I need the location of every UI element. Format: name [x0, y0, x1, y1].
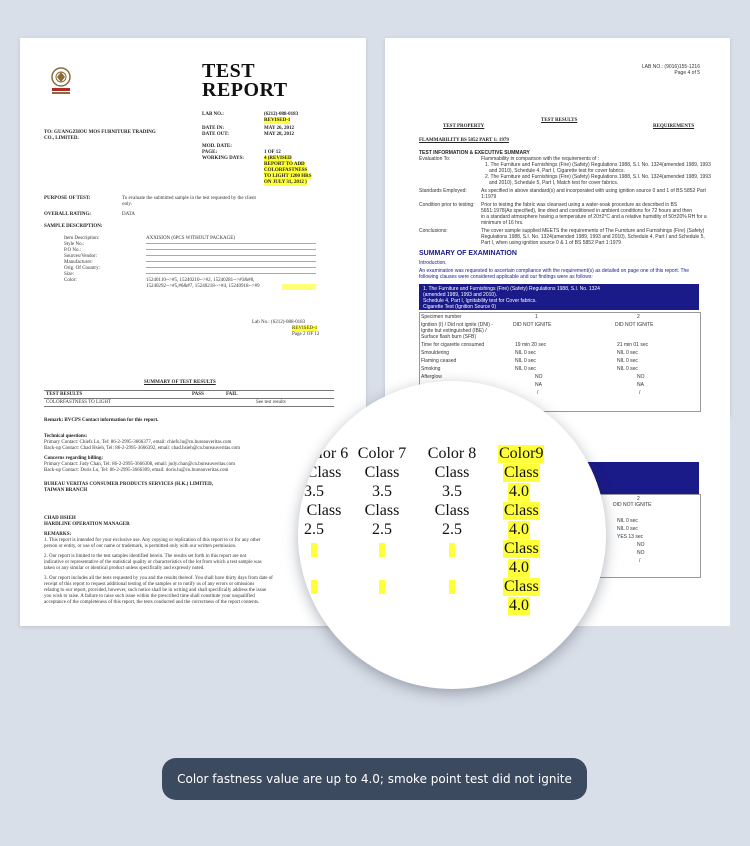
color-8-class: Class	[434, 464, 470, 481]
col-test-results: TEST RESULTS	[541, 118, 578, 123]
color-9-value-2: 4.0	[509, 521, 529, 538]
condition-line: 5651:1978(As specified), line dried and conditioned in ambient conditions for 72 hours and then	[481, 208, 692, 214]
revised-badge: REVISED-1	[264, 118, 291, 123]
eval-line: 2. The Furniture and Furnishings (Fire) (Safety) Regulations 1988, S.I. No. 1324(amended 1989, 1993	[485, 174, 711, 180]
color-6-dash	[311, 543, 317, 557]
working-days-note-1: 4 (REVISED	[264, 156, 292, 161]
caption-banner	[162, 758, 587, 800]
band-line: Cigarette Test (Ignition Source 0)	[423, 304, 497, 310]
color-9-value-3: 4.0	[509, 559, 529, 576]
remarks-line: taken or any similar or identical product unless specifically and expressly noted.	[44, 566, 205, 571]
color-9-class-4: Class	[504, 578, 539, 595]
table-row: Time for cigarette consumed	[421, 342, 485, 348]
sample-field-sources: Sources/Vendor:	[64, 254, 98, 259]
purpose-text-2: only.	[122, 202, 132, 207]
table-cell: NIL 0 sec	[515, 358, 536, 364]
standards-line: As specified in above standard(s) and incorporated with using ignition source 0 and 1 of BS 5852 Part	[481, 188, 706, 194]
remarks-line: indicative or representative of the statistical quality or characteristics of the lot from which a test sample was	[44, 560, 262, 565]
table-cell: 21 min 01 sec	[617, 342, 649, 348]
info-label-condition: Condition prior to testing:	[419, 202, 475, 208]
table-cell: /	[537, 390, 539, 396]
color-7-value-2: 2.5	[372, 521, 392, 538]
table-row: Flaming ceased	[421, 358, 457, 364]
col-requirements: REQUIREMENTS	[653, 124, 695, 129]
signatory-name: CHAD HSIEH	[44, 516, 76, 521]
label-date-out: DATE OUT:	[202, 132, 229, 137]
eval-line: and 2010), Schedule 4, Part I, Cigarette test for cover fabrics.	[489, 168, 625, 174]
page-number-2: Page 2 OF 12	[292, 332, 320, 337]
remarks-line: 2. Our report is limited to the test samples identified herein. The results set forth in this report are not	[44, 554, 247, 559]
table-cell: NIL 0 sec	[617, 518, 638, 524]
band-line: 1. The Furniture and Furnishings (Fire) (Safety) Regulations 1988, S.I. No. 1324	[423, 286, 600, 292]
sample-field-item: Item Description:	[64, 236, 100, 241]
color-values-2: 15240292-->#5,#6&#7, 15240218-->#4, 15240918-->#9	[146, 284, 260, 289]
table-cell: 19 min 20 sec	[515, 342, 547, 348]
info-label-conclusions: Conclusions:	[419, 228, 448, 234]
eval-line: and 2010), Schedule 5, Part I, Match test for cover fabrics.	[489, 180, 619, 186]
introduction-label: Introduction.	[419, 260, 447, 266]
sample-field-color: Color:	[64, 278, 77, 283]
summary-row-result: See test results	[256, 400, 286, 405]
table-cell: NA	[637, 382, 644, 388]
conclusion-line: Regulations 1988, S.I. No. 1324(amended 1989, 1993 and 2010), Schedule 4, Part I and Schedule 5,	[481, 234, 705, 240]
right-lab-no: LAB NO.: (9016)155-1216	[641, 64, 700, 70]
remarks-line: 3. Our report includes all the tests requested by you and the results thereof. You shall have thirty days from date of	[44, 576, 273, 581]
condition-line: in a standard atmosphere having a temperature of 20±2°C and a relative humidity of 50±20% RH for a	[481, 214, 707, 220]
sample-field-style: Style No.:	[64, 242, 85, 247]
color-7-dash	[379, 543, 385, 557]
remarks-line: you wish to raise. A failure to raise such issue within the prescribed time shall constitute your unqualified	[44, 594, 255, 599]
table-row: Smouldering	[421, 350, 450, 356]
color-8-value-2: 2.5	[442, 521, 462, 538]
exec-summary-title: TEST INFORMATION & EXECUTIVE SUMMARY	[419, 150, 530, 156]
summary-col-pass: PASS	[192, 392, 204, 397]
table-cell: NO	[637, 542, 645, 548]
sample-field-manufacturer: Manufacturer:	[64, 260, 93, 265]
page-title	[202, 62, 288, 100]
value-lab-no: (6212)-088-0183	[264, 112, 299, 117]
working-days-note-5: ON JULY 31, 2012 )	[264, 180, 307, 185]
color-values-1: 15240110-->#5, 15240210-->#2, 15240281-->#3&#8,	[146, 278, 255, 283]
color-7-header: Color 7	[357, 445, 407, 462]
value-date-in: MAY 26, 2012	[264, 126, 295, 131]
eval-line: 1. The Furniture and Furnishings (Fire) (Safety) Regulations 1988, S.I. No. 1324(amended 1989, 1993	[485, 162, 711, 168]
tech-contact-primary: Primary Contact: Chiefs Lu, Tel: 86-2-2995-3666377, email: chiefs.lu@cn.bureauveritas.com	[44, 440, 232, 445]
table-row: Smoking	[421, 366, 441, 372]
title-line-1: TEST	[202, 60, 256, 82]
color-6-class: Class	[306, 464, 342, 481]
table-cell: DID NOT IGNITE	[613, 502, 652, 508]
eval-line: Flammability in comparison with the requirements of :	[481, 156, 600, 162]
summary-title: SUMMARY OF TEST RESULTS	[144, 380, 216, 385]
color-7-dash	[379, 580, 385, 594]
remarks-line: relating to our report, provided, however, such notice shall be in writing and shall specifically address the issue	[44, 588, 267, 593]
color-8-header: Color 8	[427, 445, 477, 462]
table-cell: NIL 0 sec	[617, 526, 638, 532]
sample-field-size: Size:	[64, 272, 74, 277]
sample-field-po: P.O No.:	[64, 248, 82, 253]
color-7-class: Class	[364, 464, 400, 481]
rating-value: DATA	[122, 212, 135, 217]
tech-questions-title: Technical questions:	[44, 434, 88, 439]
table-cell: NIL 0 sec	[617, 350, 638, 356]
color-6-value-2: 2.5	[304, 521, 324, 538]
table-cell: 2	[637, 496, 640, 502]
working-days-note-3: COLORFASTNESS	[264, 168, 308, 173]
sample-label: SAMPLE DESCRIPTION:	[44, 224, 103, 229]
rating-label: OVERALL RATING:	[44, 212, 91, 217]
table-cell: NA	[535, 382, 542, 388]
value-date-out: MAY 28, 2012	[264, 132, 295, 137]
table-row: Specimen number	[421, 314, 462, 320]
bv-company-line-2: TAIWAN BRANCH	[44, 488, 88, 493]
label-mod-date: MOD. DATE:	[202, 144, 232, 149]
remarks-line: 1. This report is intended for your exclusive use. Any copying or replication of this report to or for any other	[44, 538, 261, 543]
table-row: Surface flash burn (SFB)	[421, 334, 477, 340]
color-7-class-2: Class	[364, 502, 400, 519]
table-row: Ignition (I) / Did not ignite (DNI) -	[421, 322, 493, 328]
color-8-value: 3.5	[442, 483, 462, 500]
remarks-line: acceptance of the completeness of this report, the tests conducted and the correctness of the report contents.	[44, 600, 260, 605]
remarks-title: REMARKS:	[44, 532, 72, 537]
summary-col-test-results: TEST RESULTS	[46, 392, 83, 397]
flammability-report-document	[385, 38, 730, 416]
to-client-line-2: CO., LIMITED.	[44, 136, 79, 141]
table-row: Afterglow	[421, 374, 442, 380]
billing-contact-primary: Primary Contact: Judy Chan, Tel: 86-2-2995-3666308, email: judy.chan@cn.bureauveritas.com	[44, 462, 236, 467]
sample-item-value: AXXISION (6PCS WITHOUT PACKAGE)	[146, 236, 235, 241]
summary-row-colorfastness: COLORFASTNESS TO LIGHT	[46, 400, 112, 405]
working-days-note-2: REPORT TO ADD	[264, 162, 305, 167]
purpose-text: To evaluate the submitted sample in the test requested by the client	[122, 196, 256, 201]
table-cell: 2	[637, 314, 640, 320]
tech-contact-backup: Back-up Contact: Chad Hsieh, Tel: 86-2-2995-3666392, email: chad.hsieh@cn.bureauveritas.com	[44, 446, 241, 451]
table-cell: NO	[637, 374, 645, 380]
table-cell: 1	[535, 314, 538, 320]
table-cell: DID NOT IGNITE	[513, 322, 552, 328]
magnifier-zoom	[298, 381, 606, 689]
conclusion-line: Part I, when using ignition source 0 & 1 of BS 5852 Part 1:1979	[481, 240, 622, 246]
info-label-standards: Standards Employed:	[419, 188, 467, 194]
band-line: Schedule 4, Part I, Ignitability test for Cover fabrics.	[423, 298, 537, 304]
color-6-header: Color 6	[299, 445, 349, 462]
label-date-in: DATE IN:	[202, 126, 224, 131]
table-cell: NIL 0 sec	[515, 350, 536, 356]
color-7-value: 3.5	[372, 483, 392, 500]
color-6-value: 3.5	[304, 483, 324, 500]
signatory-role: HARDLINE OPERATION MANAGER	[44, 522, 130, 527]
label-page: PAGE:	[202, 150, 218, 155]
condition-line: minimum of 16 hrs.	[481, 220, 524, 226]
table-row: Ignite but extinguished (IBE) /	[421, 328, 487, 334]
intro-line: following clauses were considered applicable and our findings were as follows:	[419, 274, 593, 280]
right-page: Page 4 of 5	[674, 70, 700, 76]
remarks-line: receipt of this report to request additional testing of the samples or to notify us of any errors or omissions	[44, 582, 255, 587]
color-9-value: 4.0	[509, 483, 529, 500]
label-working-days: WORKING DAYS:	[202, 156, 244, 161]
lab-no-page-2: Lab No.: (6212)-088-0183	[252, 320, 306, 325]
flammability-heading: FLAMMABILITY BS 5852 PART 1: 1979	[419, 138, 509, 143]
billing-contact-backup: Back-up Contact: Doris Lu, Tel: 86-2-2995-3666309, email: doris.lu@cn.bureauveritas.com	[44, 468, 229, 473]
conclusion-line: The cover sample supplied MEETS the requirements of The Furniture and Furnishings (Fire) (Safety)	[481, 228, 705, 234]
title-line-2: REPORT	[202, 79, 288, 101]
color-6-dash	[311, 580, 317, 594]
revised-page-2: REVISED-1	[292, 326, 318, 331]
table-cell: DID NOT IGNITE	[615, 322, 654, 328]
to-client-line-1: TO: GUANGZHOU MOS FURNITURE TRADING	[44, 130, 156, 135]
table-cell: /	[639, 558, 641, 564]
regulation-band	[419, 284, 699, 310]
intro-line: An examination was requested to ascertain compliance with the requirement(s) as detailed on page one of this report. The	[419, 268, 690, 274]
color-9-class: Class	[504, 464, 539, 481]
table-cell: NIL 0 sec	[515, 366, 536, 372]
table-cell: /	[639, 390, 641, 396]
color-8-dash	[449, 543, 455, 557]
table-cell: NIL 0 sec	[617, 358, 638, 364]
table-cell: YES 13 sec	[617, 534, 644, 540]
working-days-note-4: TO LIGHT 1200 HRS	[264, 174, 312, 179]
color-9-class-2: Class	[504, 502, 539, 519]
table-cell: NO	[637, 550, 645, 556]
table-cell: NIL 0 sec	[617, 366, 638, 372]
color-9-class-3: Class	[504, 540, 539, 557]
bureau-veritas-logo	[50, 66, 72, 96]
standards-line: 1:1979	[481, 194, 497, 200]
info-label-evaluation: Evaluation To:	[419, 156, 451, 162]
color-8-dash	[449, 580, 455, 594]
col-test-property: TEST PROPERTY	[443, 124, 485, 129]
band-line: (amended 1989, 1993 and 2010).	[423, 292, 498, 298]
condition-line: Prior to testing the fabric was cleansed using a water-soak procedure as described in BS	[481, 202, 678, 208]
purpose-label: PURPOSE OF TEST:	[44, 196, 91, 201]
sample-field-origin: Orig. Of Country:	[64, 266, 100, 271]
table-cell: NO	[535, 374, 543, 380]
color-9-value-4: 4.0	[509, 597, 529, 614]
remarks-line: person or entity, or use of our name or trademark, is permitted only with our written permission.	[44, 544, 237, 549]
color-9-header: Color9	[499, 445, 544, 462]
color-6-class-2: Class	[306, 502, 342, 519]
caption-text: Color fastness value are up to 4.0; smoke point test did not ignite	[177, 771, 572, 786]
billing-title: Concerns regarding billing:	[44, 456, 104, 461]
bv-company-line-1: BUREAU VERITAS CONSUMER PRODUCTS SERVICES (H.K.) LIMITED,	[44, 482, 213, 487]
color-8-class-2: Class	[434, 502, 470, 519]
summary-col-fail: FAIL	[226, 392, 238, 397]
remark-line: Remark: BVCPS Contact information for this report.	[44, 418, 159, 423]
summary-of-examination-title: SUMMARY OF EXAMINATION	[419, 250, 517, 257]
label-lab-no: LAB NO.:	[202, 112, 224, 117]
value-page: 1 OF 12	[264, 150, 281, 155]
